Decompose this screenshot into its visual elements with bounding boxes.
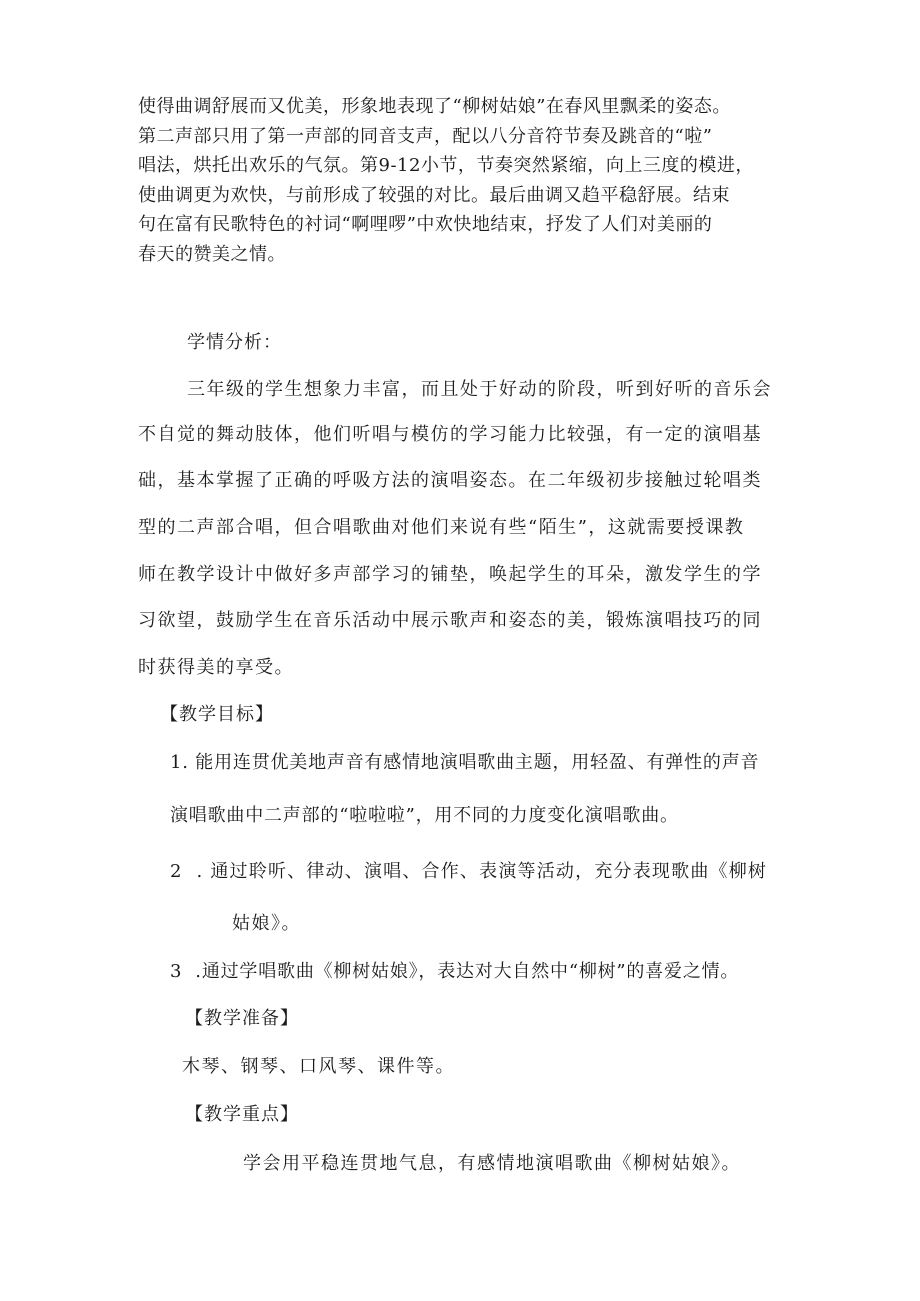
goal-item-1-cont: 演唱歌曲中二声部的“啦啦啦”，用不同的力度变化演唱歌曲。 xyxy=(170,805,679,826)
teaching-goals-heading: 【教学目标】 xyxy=(160,704,274,725)
text-line: 春天的赞美之情。 xyxy=(138,243,286,265)
intro-paragraph xyxy=(138,92,788,269)
goal-item-2-cont: 姑娘》。 xyxy=(232,913,301,934)
goal-item-1: 1. 能用连贯优美地声音有感情地演唱歌曲主题，用轻盈、有弹性的声音 xyxy=(170,752,760,773)
text-line: 三年级的学生想象力丰富，而且处于好动的阶段，听到好听的音乐会 xyxy=(187,379,772,400)
goal-item-2: 2 . 通过聆听、律动、演唱、合作、表演等活动，充分表现歌曲《柳树 xyxy=(170,861,768,882)
text-line: 不自觉的舞动肢体，他们听唱与模仿的学习能力比较强，有一定的演唱基 xyxy=(138,424,762,445)
text-line: 第二声部只用了第一声部的同音支声，配以八分音符节奏及跳音的“啦” xyxy=(138,125,713,147)
text-line: 师在教学设计中做好多声部学习的铺垫，唤起学生的耳朵，激发学生的学 xyxy=(138,564,762,585)
text-line: 型的二声部合唱，但合唱歌曲对他们来说有些“陌生”，这就需要授课教 xyxy=(138,517,745,538)
teaching-focus-content: 学会用平稳连贯地气息，有感情地演唱歌曲《柳树姑娘》。 xyxy=(243,1153,741,1174)
goal-item-3: 3 .通过学唱歌曲《柳树姑娘》，表达对大自然中“柳树”的喜爱之情。 xyxy=(170,961,740,982)
text-line: 础，基本掌握了正确的呼吸方法的演唱姿态。在二年级初步接触过轮唱类 xyxy=(138,470,762,491)
text-line: 时获得美的享受。 xyxy=(138,657,294,678)
student-analysis-heading: 学情分析： xyxy=(187,332,282,353)
teaching-focus-heading: 【教学重点】 xyxy=(185,1104,299,1125)
text-line: 使得曲调舒展而又优美，形象地表现了“柳树姑娘”在春风里飘柔的姿态。 xyxy=(138,96,731,117)
text-line: 唱法，烘托出欢乐的气氛。第9-12小节，节奏突然紧缩，向上三度的模进， xyxy=(138,155,754,176)
teaching-prep-content: 木琴、钢琴、口风琴、课件等。 xyxy=(182,1056,455,1077)
teaching-prep-heading: 【教学准备】 xyxy=(185,1008,299,1029)
text-line: 句在富有民歌特色的衬词“啊哩啰”中欢快地结束，抒发了人们对美丽的 xyxy=(138,214,713,235)
text-line: 习欲望，鼓励学生在音乐活动中展示歌声和姿态的美，锻炼演唱技巧的同 xyxy=(138,610,762,631)
text-line: 使曲调更为欢快，与前形成了较强的对比。最后曲调又趋平稳舒展。结束 xyxy=(138,184,730,206)
